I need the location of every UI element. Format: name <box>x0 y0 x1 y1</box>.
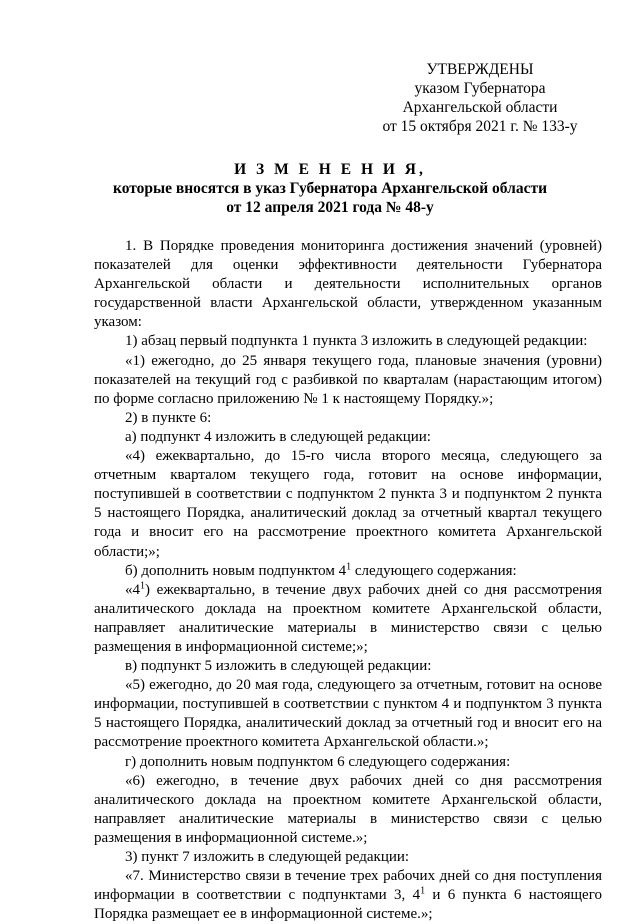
paragraph-3: «1) ежегодно, до 25 января текущего года, плановые значения (уровни) показателей на текущий год с разбивкой по кварталам (нарастающим итогом) по форме согласно приложению № 1 к настоящему Порядку.»; <box>94 352 602 407</box>
paragraph-4: 2) в пункте 6: <box>125 409 212 426</box>
superscript: 1 <box>140 580 145 592</box>
paragraph-7-text: б) дополнить новым подпунктом 4 <box>125 562 347 579</box>
paragraph-11: г) дополнить новым подпунктом 6 следующего содержания: <box>125 753 511 770</box>
approval-region: Архангельской области <box>402 99 558 116</box>
paragraph-1: 1. В Порядке проведения мониторинга достижения значений (уровней) показателей для оценки эффективности деятельности Губернатора Архангельской области и деятельности исполнительных органов государственной власти Архангельской области, утвержденном указанным указом: <box>94 238 602 331</box>
paragraph-10: «5) ежегодно, до 20 мая года, следующего за отчетным, готовит на основе информации, поступившей в соответствии с пунктом 4 и подпунктом 3 пункта 5 настоящего Порядка, аналитический доклад за отчетный год и вносит его на рассмотрение проектного комитета Архангельской области.»; <box>94 677 602 751</box>
approval-decree: указом Губернатора <box>414 80 546 97</box>
document-body <box>94 237 602 924</box>
paragraph-5: а) подпункт 4 изложить в следующей редакции: <box>125 428 431 445</box>
paragraph-8 <box>94 581 602 657</box>
document-subtitle-date: от 12 апреля 2021 года № 48-у <box>226 199 434 216</box>
paragraph-7-text-end: следующего содержания: <box>351 562 517 579</box>
paragraph-14-text: «7. Министерство связи в течение трех рабочих дней со дня поступления информации в соответствии с подпунктами 3, 4 <box>94 868 602 904</box>
document-header <box>60 160 600 217</box>
paragraph-8-text-end: ) ежеквартально, в течение двух рабочих дней со дня рассмотрения аналитического доклада на проектном комитете Архангельской области, направляет аналитические материалы в министерство связи с целью размещения в информационной системе;»; <box>94 581 602 655</box>
paragraph-13: 3) пункт 7 изложить в следующей редакции: <box>125 849 410 865</box>
document-title: И З М Е Н Е Н И Я, <box>234 161 426 178</box>
paragraph-14 <box>94 867 602 924</box>
superscript: 1 <box>346 561 352 573</box>
approval-title: УТВЕРЖДЕНЫ <box>426 61 534 78</box>
superscript: 1 <box>420 885 426 897</box>
paragraph-9: в) подпункт 5 изложить в следующей редакции: <box>125 658 432 675</box>
paragraph-12: «6) ежегодно, в течение двух рабочих дней со дня рассмотрения аналитического доклада на проектном комитете Архангельской области, направляет аналитические материалы в министерство связи с целью размещения в информационной системе.»; <box>94 772 602 846</box>
paragraph-8-text: «4 <box>125 581 140 598</box>
paragraph-6: «4) ежеквартально, до 15-го числа второго месяца, следующего за отчетным кварталом текущего года, готовит на основе информации, поступившей в соответствии с подпунктом 2 пункта 3 и подпунктом 2 пункта 5 настоящего Порядка, аналитический доклад за отчетный квартал текущего года и вносит его на рассмотрение проектного комитета Архангельской области;»; <box>94 448 602 560</box>
paragraph-7 <box>94 562 602 581</box>
paragraph-14-text-end: и 6 пункта 6 настоящего Порядка размещает ее в информационной системе.»; <box>94 887 602 923</box>
approval-date: от 15 октября 2021 г. № 133-у <box>382 118 578 135</box>
approval-stamp <box>355 60 605 136</box>
document-subtitle: которые вносятся в указ Губернатора Архангельской области <box>112 180 548 197</box>
paragraph-2: 1) абзац первый подпункта 1 пункта 3 изложить в следующей редакции: <box>125 333 588 350</box>
